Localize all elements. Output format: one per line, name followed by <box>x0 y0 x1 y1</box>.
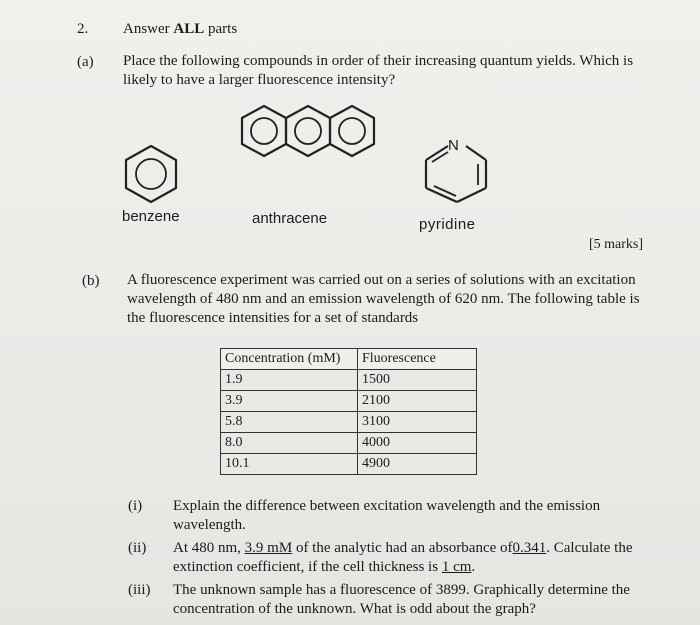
subpart-i-label: (i) <box>128 498 143 514</box>
table-cell-concentration: 3.9 <box>221 391 358 412</box>
table-row <box>221 370 477 391</box>
question-heading: Answer ALL parts <box>123 21 238 37</box>
table-cell-fluorescence: 4900 <box>358 454 477 475</box>
compound-label-anthracene: anthracene <box>252 210 328 227</box>
table-cell-fluorescence: 4000 <box>358 433 477 454</box>
part-a-label: (a) <box>77 54 94 70</box>
subpart-ii-line1: At 480 nm, 3.9 mM of the analytic had an absorbance of0.341. Calculate the <box>173 540 633 556</box>
subpart-ii-label: (ii) <box>128 540 147 556</box>
subpart-iii-line2: concentration of the unknown. What is odd about the graph? <box>173 601 536 617</box>
table-header-concentration: Concentration (mM) <box>221 349 358 370</box>
table-cell-fluorescence: 1500 <box>358 370 477 391</box>
table-cell-fluorescence: 2100 <box>358 391 477 412</box>
table-cell-fluorescence: 3100 <box>358 412 477 433</box>
table-cell-concentration: 5.8 <box>221 412 358 433</box>
subpart-ii-line2: extinction coefficient, if the cell thickness is 1 cm. <box>173 559 476 575</box>
part-a-marks: [5 marks] <box>589 237 644 252</box>
table-header-row <box>221 349 477 370</box>
part-b-text-line2: wavelength of 480 nm and an emission wavelength of 620 nm. The following table is <box>127 291 640 307</box>
table-cell-concentration: 8.0 <box>221 433 358 454</box>
part-a-text-line1: Place the following compounds in order of their increasing quantum yields. Which is <box>123 53 634 69</box>
part-b-text-line1: A fluorescence experiment was carried out on a series of solutions with an excitation <box>127 272 636 288</box>
anthracene-structure <box>236 98 386 172</box>
subpart-i-line1: Explain the difference between excitation wavelength and the emission <box>173 498 601 514</box>
standards-table <box>220 348 477 475</box>
underlined-absorbance: 0.341 <box>512 540 547 556</box>
part-b-text-line3: the fluorescence intensities for a set of standards <box>127 310 419 326</box>
table-row <box>221 454 477 475</box>
table-cell-concentration: 10.1 <box>221 454 358 475</box>
subpart-i-line2: wavelength. <box>173 517 246 533</box>
table-cell-concentration: 1.9 <box>221 370 358 391</box>
pyridine-nitrogen-atom: N <box>448 137 459 154</box>
compound-label-pyridine: pyridine <box>419 216 476 233</box>
underlined-concentration: 3.9 mM <box>244 540 293 556</box>
compound-label-benzene: benzene <box>122 208 180 225</box>
part-b-label: (b) <box>82 273 100 289</box>
subpart-iii-line1: The unknown sample has a fluorescence of 3899. Graphically determine the <box>173 582 630 598</box>
underlined-cell-thickness: 1 cm <box>441 559 472 575</box>
table-row <box>221 412 477 433</box>
table-header-fluorescence: Fluorescence <box>358 349 477 370</box>
table-row <box>221 391 477 412</box>
part-a-text-line2: likely to have a larger fluorescence intensity? <box>123 72 396 88</box>
table-row <box>221 433 477 454</box>
benzene-structure <box>118 140 184 210</box>
question-number: 2. <box>77 21 89 37</box>
subpart-iii-label: (iii) <box>128 582 151 598</box>
